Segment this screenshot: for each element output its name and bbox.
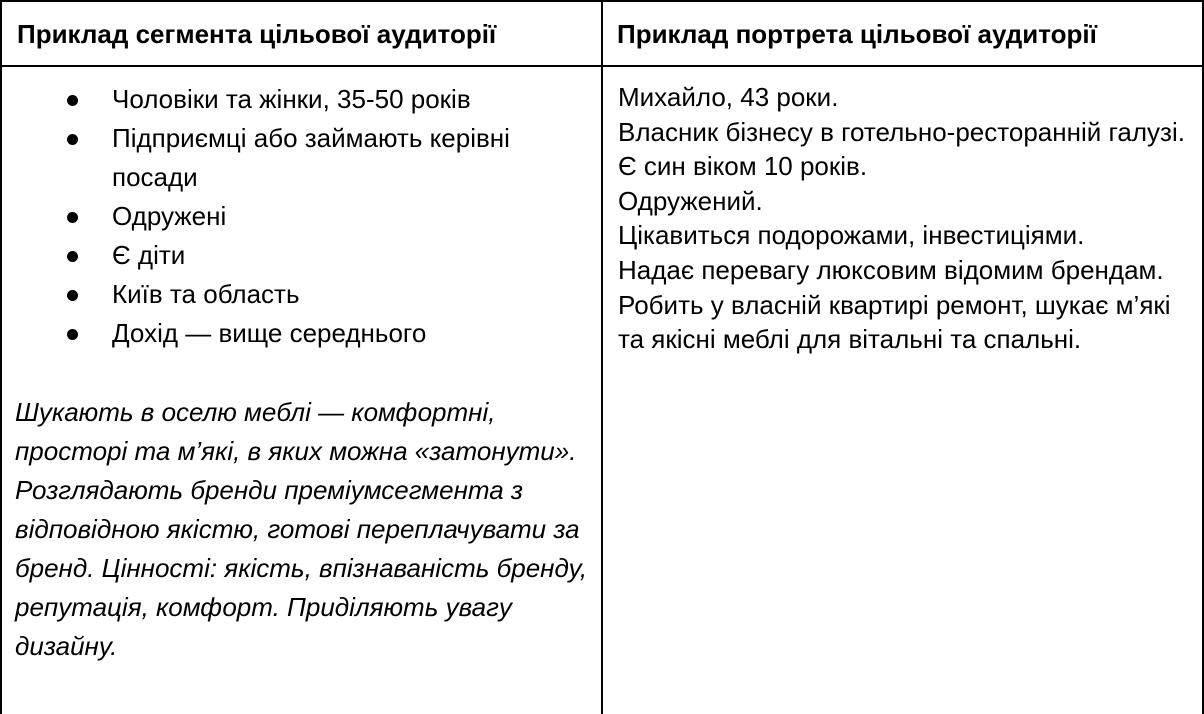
portrait-line: Цікавиться подорожами, інвестиціями.	[618, 220, 1085, 251]
bullet-icon	[67, 290, 78, 301]
bullet-icon	[67, 95, 78, 106]
segment-header: Приклад сегмента цільової аудиторії	[17, 19, 497, 49]
segment-description: Шукають в оселю меблі — комфортні, просторі та м’які, в яких можна «затонути». Розглядають бренди преміумсегмента з відповідною якістю, готові переплачувати за бренд. Цінності: якість, впізнаваність бренду, репутація, комфорт. Приділяють увагу дизайну.	[15, 397, 588, 661]
bullet-text: Чоловіки та жінки, 35-50 років	[112, 84, 471, 114]
list-item	[0, 275, 587, 314]
bullet-icon	[67, 134, 78, 145]
bullet-icon	[67, 329, 78, 340]
list-item	[0, 236, 587, 275]
bullet-icon	[67, 212, 78, 223]
bullet-text: Підприємці або займають керівні посади	[112, 123, 510, 192]
portrait-line: Є син віком 10 років.	[618, 151, 868, 182]
bullet-text: Є діти	[112, 240, 186, 270]
column-divider	[601, 0, 603, 714]
bullet-text: Київ та область	[112, 279, 300, 309]
portrait-line: Одружений.	[618, 185, 763, 216]
portrait-line: Власник бізнесу в готельно-ресторанній галузі.	[618, 116, 1185, 147]
portrait-line: Робить у власній квартирі ремонт, шукає м’які та якісні меблі для вітальні та спальні.	[618, 289, 1171, 355]
list-item	[0, 197, 587, 236]
list-item	[0, 119, 587, 197]
portrait-text	[618, 80, 1193, 357]
bullet-text: Одружені	[112, 201, 227, 231]
list-item	[0, 80, 587, 119]
portrait-header: Приклад портрета цільової аудиторії	[617, 19, 1097, 49]
segment-bullet-list	[0, 80, 587, 353]
portrait-line: Михайло, 43 роки.	[618, 82, 839, 112]
portrait-line: Надає перевагу люксовим відомим брендам.	[618, 254, 1164, 285]
bullet-text: Дохід — вище середнього	[112, 318, 427, 348]
bullet-icon	[67, 251, 78, 262]
list-item	[0, 314, 587, 353]
